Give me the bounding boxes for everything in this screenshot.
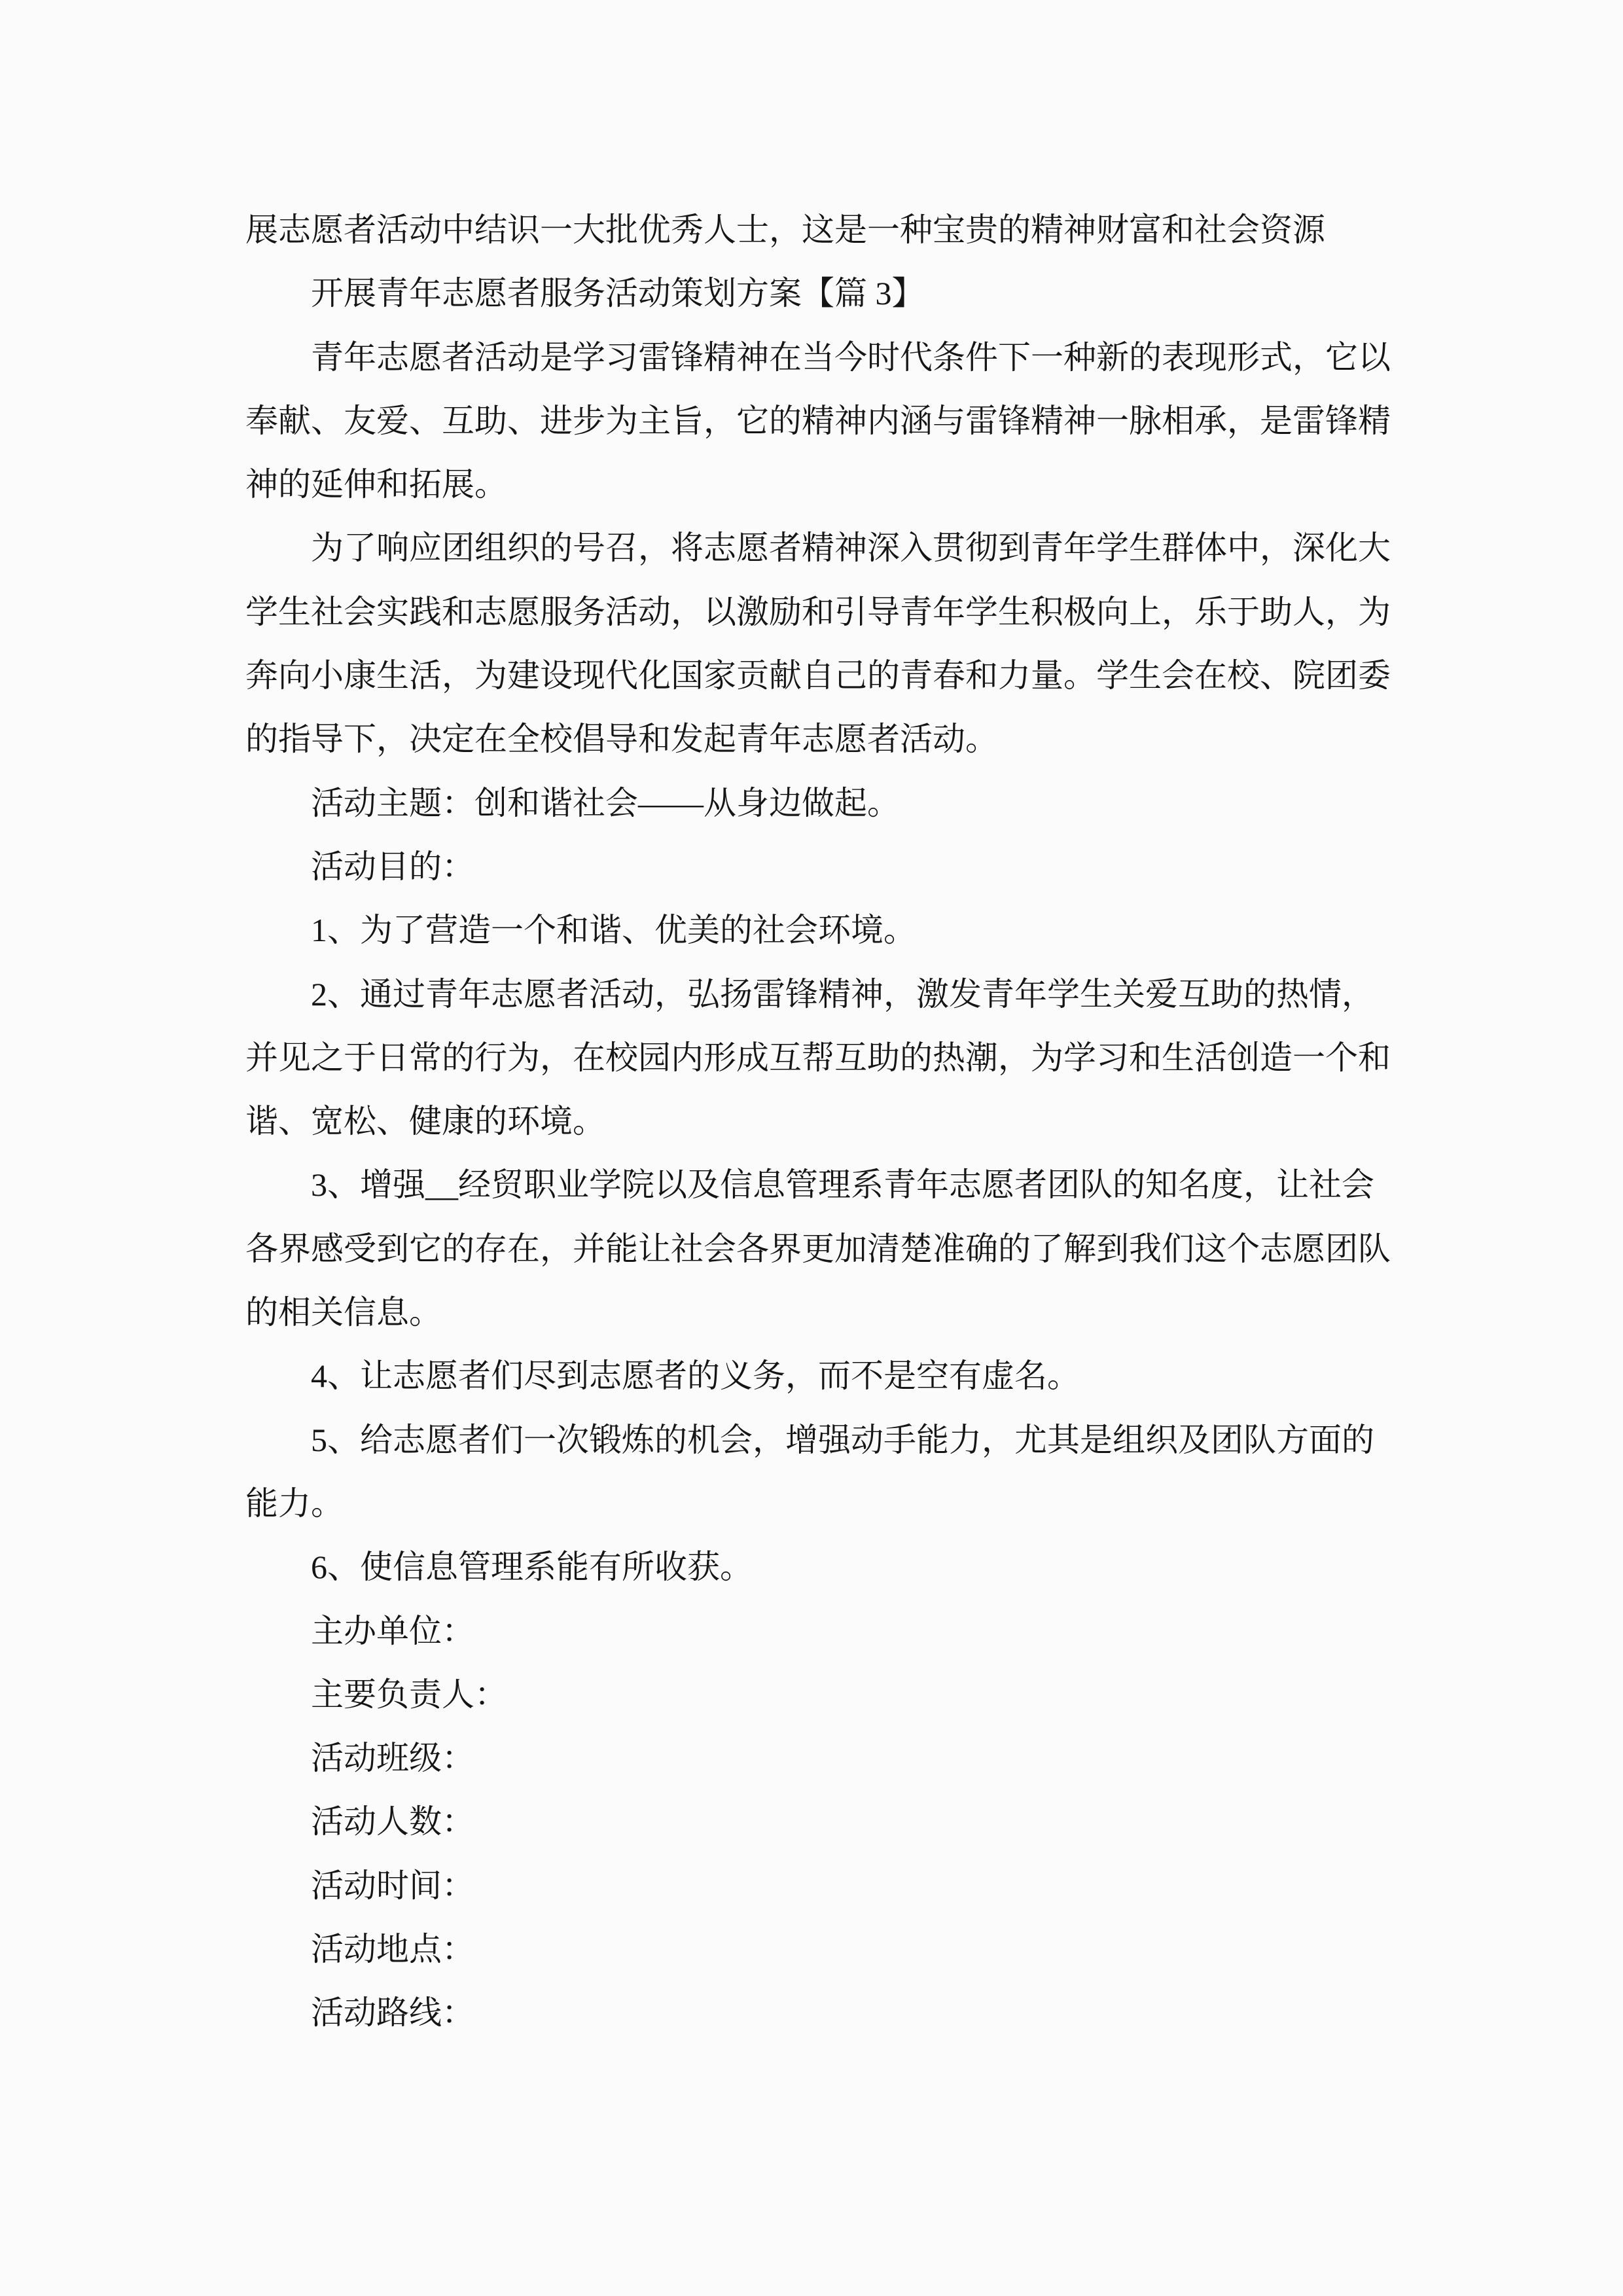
organizer-label-line: 主办单位： (311, 1612, 474, 1649)
list-item-line: 3、增强__经贸职业学院以及信息管理系青年志愿者团队的知名度，让社会 (311, 1166, 1374, 1204)
list-item-line: 6、使信息管理系能有所收获。 (311, 1549, 753, 1586)
text-line: 各界感受到它的存在，并能让社会各界更加清楚准确的了解到我们这个志愿团队 (245, 1230, 1391, 1267)
headcount-label-line: 活动人数： (311, 1803, 474, 1840)
list-item-line: 2、通过青年志愿者活动，弘扬雷锋精神，激发青年学生关爱互助的热情， (311, 975, 1374, 1013)
text-line: 青年志愿者活动是学习雷锋精神在当今时代条件下一种新的表现形式，它以 (311, 338, 1391, 376)
text-line: 学生社会实践和志愿服务活动，以激励和引导青年学生积极向上，乐于助人，为 (245, 593, 1391, 630)
text-line: 谐、宽松、健康的环境。 (245, 1103, 605, 1140)
text-line: 的指导下，决定在全校倡导和发起青年志愿者活动。 (245, 721, 998, 758)
text-line: 的相关信息。 (245, 1294, 442, 1331)
section-title-line: 开展青年志愿者服务活动策划方案【篇 3】 (311, 275, 925, 312)
activity-theme-line: 活动主题：创和谐社会——从身边做起。 (311, 784, 900, 821)
text-line: 能力。 (245, 1484, 344, 1522)
document-text-block (245, 198, 1397, 2045)
text-line: 奔向小康生活，为建设现代化国家贡献自己的青春和力量。学生会在校、院团委 (245, 657, 1391, 694)
text-line: 神的延伸和拓展。 (245, 466, 507, 503)
leader-label-line: 主要负责人： (311, 1676, 507, 1713)
list-item-line: 1、为了营造一个和谐、优美的社会环境。 (311, 912, 916, 949)
text-line: 为了响应团组织的号召，将志愿者精神深入贯彻到青年学生群体中，深化大 (311, 529, 1391, 567)
location-label-line: 活动地点： (311, 1931, 474, 1968)
class-label-line: 活动班级： (311, 1740, 474, 1777)
activity-goal-heading-line: 活动目的： (311, 848, 474, 885)
list-item-line: 5、给志愿者们一次锻炼的机会，增强动手能力，尤其是组织及团队方面的 (311, 1421, 1374, 1458)
time-label-line: 活动时间： (311, 1867, 474, 1904)
route-label-line: 活动路线： (311, 1994, 474, 2032)
list-item-line: 4、让志愿者们尽到志愿者的义务，而不是空有虚名。 (311, 1357, 1080, 1395)
text-line: 奉献、友爱、互助、进步为主旨，它的精神内涵与雷锋精神一脉相承，是雷锋精 (245, 402, 1391, 439)
text-line: 并见之于日常的行为，在校园内形成互帮互助的热潮，为学习和生活创造一个和 (245, 1039, 1391, 1076)
text-line: 展志愿者活动中结识一大批优秀人士，这是一种宝贵的精神财富和社会资源 (245, 211, 1325, 248)
